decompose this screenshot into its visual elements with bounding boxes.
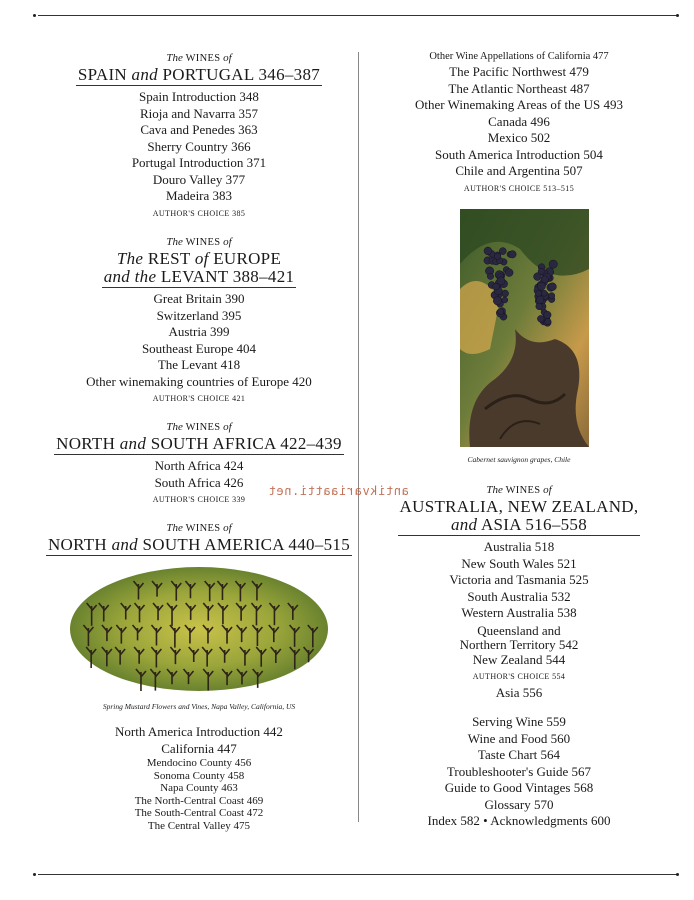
toc-subentry: The North-Central Coast 469 bbox=[134, 794, 264, 807]
section-kicker: The WINES of bbox=[166, 421, 232, 433]
toc-entry: Northern Territory 542 bbox=[459, 636, 579, 652]
toc-entry: Cava and Penedes 363 bbox=[140, 122, 258, 137]
toc-subentry: Napa County 463 bbox=[160, 782, 238, 794]
toc-list bbox=[40, 89, 358, 205]
toc-entry: Portugal Introduction 371 bbox=[131, 155, 267, 170]
section-title: The REST of EUROPE and the LEVANT 388–421 bbox=[103, 249, 295, 286]
toc-entry: Mexico 502 bbox=[487, 130, 551, 145]
grapes-photo bbox=[460, 209, 589, 447]
toc-entry: The Pacific Northwest 479 bbox=[449, 64, 589, 79]
back-matter bbox=[360, 714, 678, 830]
toc-entry: New Zealand 544 bbox=[472, 651, 566, 667]
toc-entry: Southeast Europe 404 bbox=[141, 340, 257, 356]
toc-entry: Douro Valley 377 bbox=[152, 171, 246, 187]
section-title: NORTH and SOUTH AMERICA 440–515 bbox=[47, 535, 351, 554]
toc-entry: Great Britain 390 bbox=[153, 291, 245, 306]
toc-entry: Madeira 383 bbox=[165, 188, 233, 203]
toc-subentry: The South-Central Coast 472 bbox=[134, 807, 264, 819]
corner-dot bbox=[33, 873, 36, 876]
toc-entry: Other Winemaking Areas of the US 493 bbox=[415, 97, 623, 112]
right-column bbox=[360, 0, 678, 900]
section-kicker: The WINES of bbox=[486, 484, 552, 496]
toc-entry: Wine and Food 560 bbox=[467, 730, 571, 746]
toc-entry: Queensland and bbox=[477, 622, 561, 638]
section-americas-continued bbox=[360, 50, 678, 195]
toc-entry: Australia 518 bbox=[483, 539, 555, 554]
toc-entry: Troubleshooter's Guide 567 bbox=[446, 763, 592, 779]
section-australia-nz-asia bbox=[360, 483, 678, 702]
toc-entry: Western Australia 538 bbox=[461, 605, 577, 620]
authors-choice: AUTHOR'S CHOICE 513–515 bbox=[463, 183, 575, 193]
toc-entry: Spain Introduction 348 bbox=[139, 89, 259, 104]
toc-entry: North Africa 424 bbox=[154, 458, 244, 473]
toc-subentry: Sonoma County 458 bbox=[153, 769, 245, 782]
section-kicker: The WINES of bbox=[166, 236, 232, 248]
toc-entry: Serving Wine 559 bbox=[472, 714, 566, 729]
toc-entry: Guide to Good Vintages 568 bbox=[444, 780, 594, 795]
section-kicker: The WINES of bbox=[166, 52, 232, 64]
toc-entry: Index 582 • Acknowledgments 600 bbox=[427, 813, 611, 828]
toc-entry: Other winemaking countries of Europe 420 bbox=[86, 373, 312, 389]
toc-entry: Asia 556 bbox=[495, 685, 543, 700]
watermark: antikvariaatti.net bbox=[268, 484, 409, 498]
photo-caption: Spring Mustard Flowers and Vines, Napa Valley, California, US bbox=[102, 702, 296, 711]
toc-list bbox=[360, 539, 678, 668]
photo-caption: Cabernet sauvignon grapes, Chile bbox=[467, 455, 571, 464]
toc-entry: The Levant 418 bbox=[157, 357, 241, 372]
toc-subentry: Other Wine Appellations of California 477 bbox=[429, 51, 609, 62]
toc-entry: Rioja and Navarra 357 bbox=[139, 105, 259, 121]
toc-entry: North America Introduction 442 bbox=[115, 724, 283, 739]
authors-choice: AUTHOR'S CHOICE 385 bbox=[152, 208, 246, 218]
toc-subentry: The Central Valley 475 bbox=[147, 819, 251, 832]
toc-entry: New South Wales 521 bbox=[461, 555, 577, 571]
section-kicker: The WINES of bbox=[166, 522, 232, 534]
toc-entry: The Atlantic Northeast 487 bbox=[448, 80, 590, 96]
section-north-south-america bbox=[40, 521, 358, 556]
corner-dot bbox=[33, 14, 36, 17]
toc-list bbox=[40, 291, 358, 390]
left-column bbox=[40, 0, 358, 900]
toc-entry: Canada 496 bbox=[488, 113, 550, 129]
toc-entry: Victoria and Tasmania 525 bbox=[449, 572, 589, 587]
section-title: AUSTRALIA, NEW ZEALAND, and ASIA 516–558 bbox=[399, 497, 639, 534]
mustard-vines-photo bbox=[68, 564, 330, 694]
toc-entry: Switzerland 395 bbox=[156, 307, 242, 323]
toc-subentry: Mendocino County 456 bbox=[146, 757, 252, 769]
toc-entry: Sherry Country 366 bbox=[147, 138, 251, 154]
toc-entry: Chile and Argentina 507 bbox=[455, 163, 583, 178]
section-title: NORTH and SOUTH AFRICA 422–439 bbox=[56, 434, 342, 453]
toc-entry: Austria 399 bbox=[168, 324, 230, 339]
toc-entry: Glossary 570 bbox=[484, 796, 554, 812]
america-entries bbox=[40, 724, 358, 832]
authors-choice: AUTHOR'S CHOICE 554 bbox=[472, 672, 566, 681]
section-title: SPAIN and PORTUGAL 346–387 bbox=[77, 65, 321, 84]
column-divider bbox=[358, 52, 359, 822]
authors-choice: AUTHOR'S CHOICE 339 bbox=[152, 495, 246, 504]
toc-entry: California 447 bbox=[161, 740, 237, 756]
authors-choice: AUTHOR'S CHOICE 421 bbox=[152, 394, 246, 403]
toc-entry: South America Introduction 504 bbox=[435, 146, 603, 162]
toc-entry: Taste Chart 564 bbox=[477, 747, 561, 762]
toc-entry: South Africa 426 bbox=[154, 474, 244, 490]
toc-entry: South Australia 532 bbox=[467, 588, 571, 604]
section-rest-of-europe bbox=[40, 235, 358, 405]
section-spain-portugal bbox=[40, 51, 358, 220]
